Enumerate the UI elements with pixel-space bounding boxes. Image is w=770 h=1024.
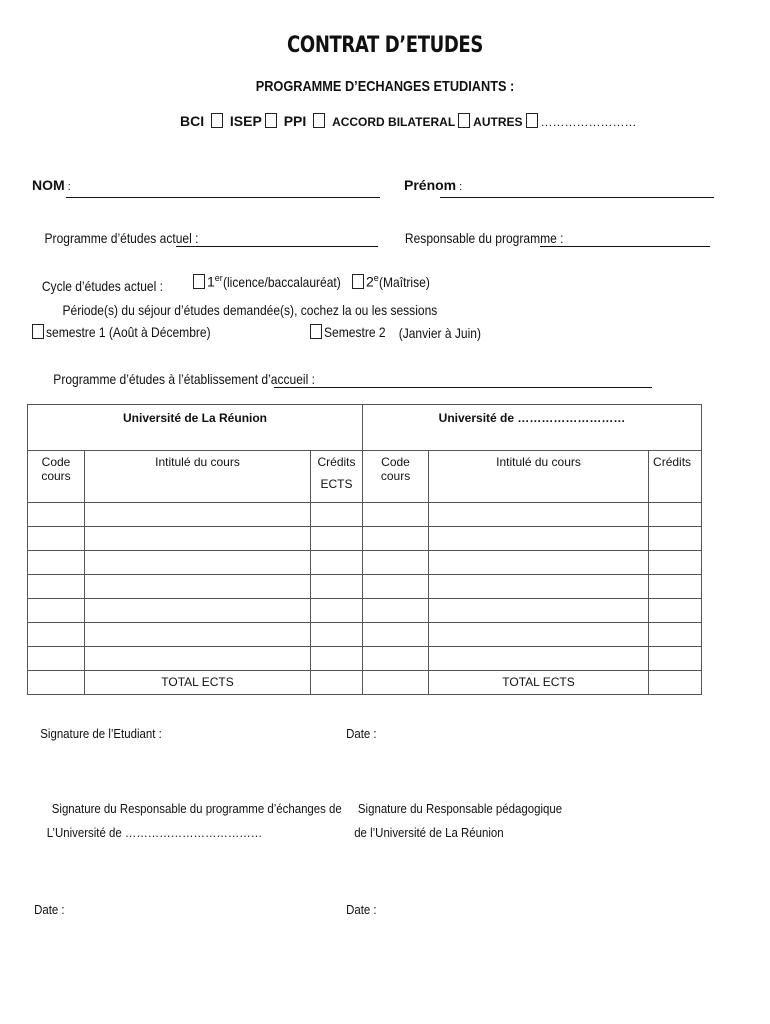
- table-row[interactable]: [28, 647, 702, 671]
- program-options: [180, 113, 637, 129]
- total-left: TOTAL ECTS: [85, 671, 311, 695]
- table-row[interactable]: [28, 623, 702, 647]
- prenom-label: Prénom :: [404, 177, 463, 193]
- option-autres-label: AUTRES: [473, 115, 523, 129]
- programme-actuel-label: Programme d’études actuel :: [44, 230, 199, 246]
- table-row[interactable]: [28, 503, 702, 527]
- semestre-1-checkbox[interactable]: [32, 324, 44, 339]
- right-university-header: Université de ………………………: [363, 405, 702, 451]
- courses-table: [27, 404, 702, 695]
- semestre-1-option: semestre 1 (Août à Décembre): [32, 324, 237, 340]
- semestre-2-option: Semestre 2: [310, 324, 396, 340]
- semestre-2-dates: (Janvier à Juin): [398, 325, 482, 341]
- option-accord-checkbox[interactable]: [458, 113, 470, 128]
- col-credits-right: Crédits: [649, 451, 702, 503]
- table-header-row: [28, 451, 702, 503]
- date-left-label: Date :: [34, 902, 65, 917]
- option-accord-label: ACCORD BILATERAL: [332, 115, 456, 129]
- col-intitule-left: Intitulé du cours: [85, 451, 311, 503]
- signature-etudiant-label: Signature de l’Etudiant :: [40, 726, 162, 741]
- table-row[interactable]: [28, 575, 702, 599]
- semestre-2-checkbox[interactable]: [310, 324, 322, 339]
- option-bci-checkbox[interactable]: [211, 113, 223, 128]
- option-isep-label: ISEP: [229, 113, 262, 129]
- cycle-2-option: 2e(Maîtrise): [352, 273, 438, 290]
- left-university-header: Université de La Réunion: [28, 405, 363, 451]
- programme-accueil-label: Programme d’études à l’établissement d’accueil :: [53, 371, 315, 387]
- cycle-1-checkbox[interactable]: [193, 274, 205, 289]
- date-right-label: Date :: [346, 902, 377, 917]
- col-intitule-right: Intitulé du cours: [429, 451, 649, 503]
- cycle-1-option: 1er(licence/baccalauréat): [193, 273, 360, 290]
- option-autres-checkbox[interactable]: [526, 113, 538, 128]
- signature-resp-echanges-line1: Signature du Responsable du programme d’échanges de: [51, 801, 342, 816]
- table-total-row: [28, 671, 702, 695]
- option-bci-label: BCI: [180, 113, 205, 129]
- signature-resp-peda-line1: Signature du Responsable pédagogique: [357, 801, 563, 816]
- col-code-right: Code cours: [363, 451, 429, 503]
- programme-actuel-field[interactable]: [176, 246, 378, 247]
- prenom-field[interactable]: [440, 197, 714, 198]
- signature-resp-echanges-line2: L’Université de ………………………………: [46, 825, 263, 840]
- table-row[interactable]: [28, 527, 702, 551]
- programme-accueil-field[interactable]: [274, 387, 652, 388]
- date-etudiant-label: Date :: [346, 726, 377, 741]
- total-right: TOTAL ECTS: [429, 671, 649, 695]
- page-title: CONTRAT D’ETUDES: [287, 33, 483, 58]
- nom-field[interactable]: [66, 197, 380, 198]
- option-isep-checkbox[interactable]: [265, 113, 277, 128]
- cycle-label: Cycle d’études actuel :: [41, 278, 163, 294]
- nom-label: NOM :: [32, 177, 71, 193]
- total-left-value[interactable]: [311, 671, 363, 695]
- responsable-label: Responsable du programme :: [404, 230, 564, 246]
- option-ppi-checkbox[interactable]: [313, 113, 325, 128]
- total-right-value[interactable]: [649, 671, 702, 695]
- table-row[interactable]: [28, 599, 702, 623]
- cycle-2-checkbox[interactable]: [352, 274, 364, 289]
- periode-label: Période(s) du séjour d’études demandée(s), cochez la ou les sessions: [62, 302, 438, 318]
- signature-resp-peda-line2: de l’Université de La Réunion: [354, 825, 504, 840]
- col-credits-left: Crédits ECTS: [311, 451, 363, 503]
- autres-dots: ……………………: [540, 115, 637, 129]
- table-row[interactable]: [28, 551, 702, 575]
- option-ppi-label: PPI: [283, 113, 307, 129]
- col-code-left: Code cours: [28, 451, 85, 503]
- responsable-field[interactable]: [540, 246, 710, 247]
- page-subtitle: PROGRAMME D’ECHANGES ETUDIANTS :: [255, 78, 515, 95]
